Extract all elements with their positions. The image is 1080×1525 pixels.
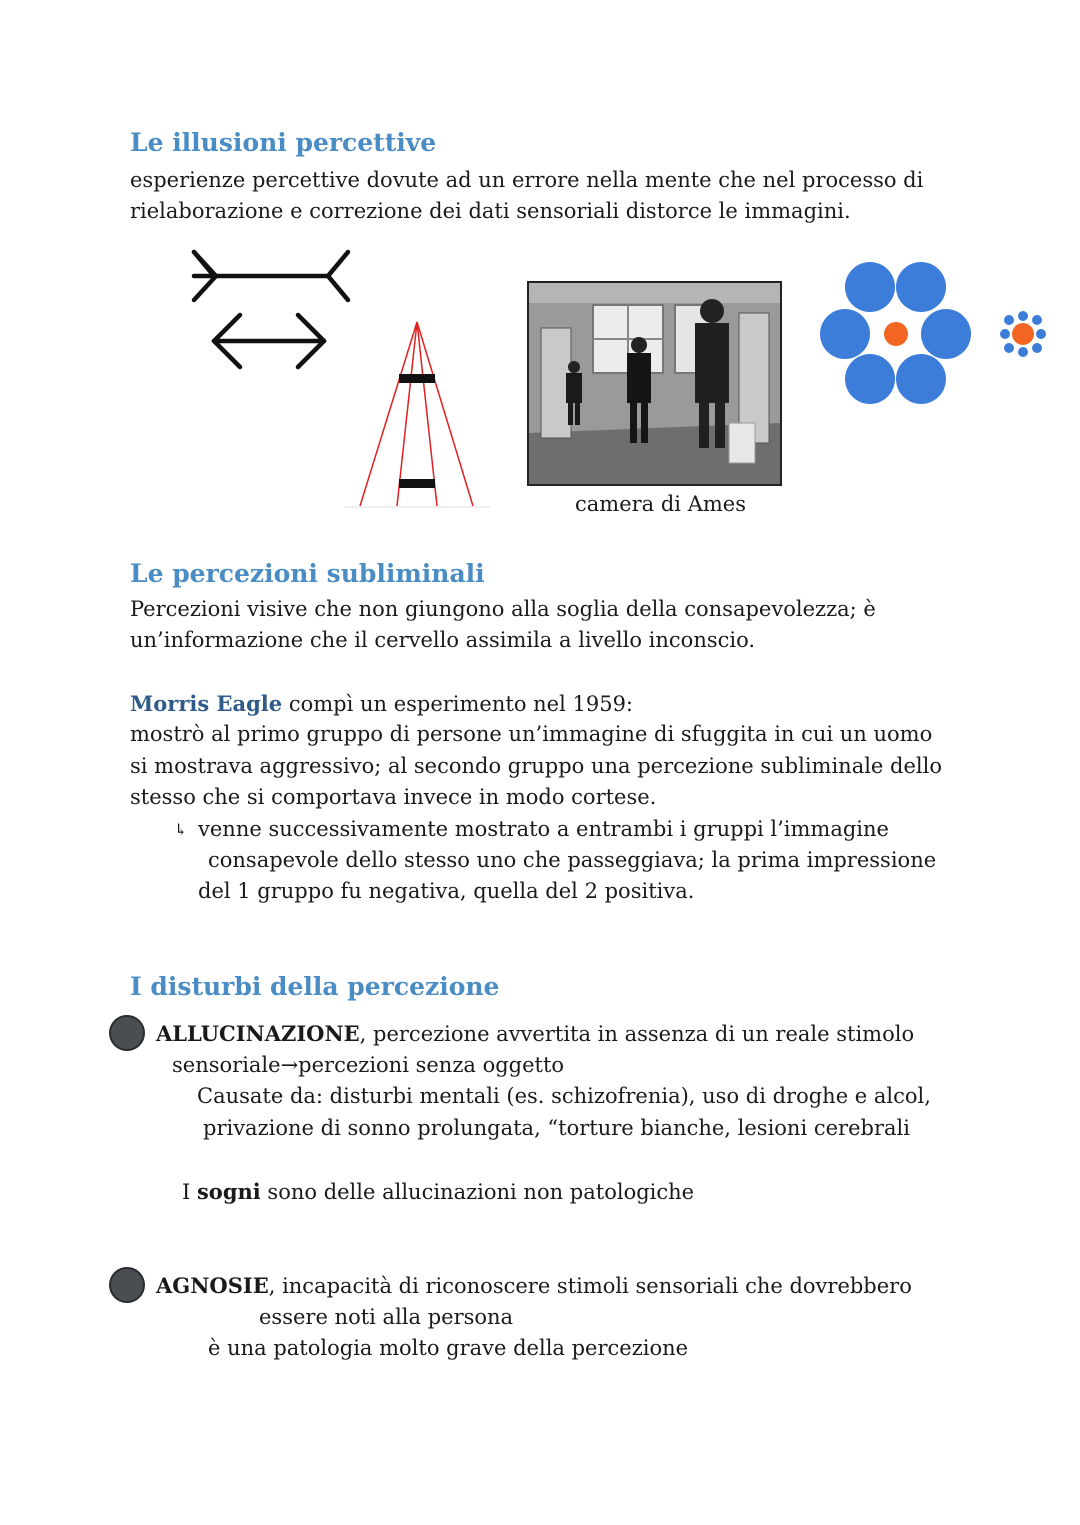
ames-caption: camera di Ames xyxy=(575,492,746,516)
result-line3: del 1 gruppo fu negativa, quella del 2 positiva. xyxy=(198,879,695,903)
hallucination-definition xyxy=(156,1018,914,1050)
section-title-disorders: I disturbi della percezione xyxy=(130,972,500,1001)
illusions-text-line2: rielaborazione e correzione dei dati sensoriali distorce le immagini. xyxy=(130,199,851,223)
subliminal-text-line1: Percezioni visive che non giungono alla soglia della consapevolezza; è xyxy=(130,597,876,621)
bullet-dot-icon xyxy=(109,1015,145,1051)
dreams-pre: I xyxy=(182,1180,197,1204)
section-title-illusions: Le illusioni percettive xyxy=(130,128,437,157)
subliminal-text-line2: un’informazione che il cervello assimila a livello inconscio. xyxy=(130,628,756,652)
agnosia-def-line3: è una patologia molto grave della percezione xyxy=(208,1336,689,1360)
result-line1: venne successivamente mostrato a entrambi i gruppi l’immagine xyxy=(198,817,889,841)
experiment-intro-text: compì un esperimento nel 1959: xyxy=(282,692,634,716)
muller-lyer-illusion-icon xyxy=(180,240,360,380)
hallucination-cause-line1: Causate da: disturbi mentali (es. schizofrenia), uso di droghe e alcol, xyxy=(197,1084,931,1108)
agnosia-def-line2: essere noti alla persona xyxy=(259,1305,514,1329)
agnosia-term: AGNOSIE xyxy=(156,1273,269,1298)
ebbinghaus-illusion-icon xyxy=(815,262,1055,407)
experiment-line3: stesso che si comportava invece in modo cortese. xyxy=(130,785,657,809)
experiment-line1: mostrò al primo gruppo di persone un’immagine di sfuggita in cui un uomo xyxy=(130,722,933,746)
agnosia-def-text: , incapacità di riconoscere stimoli sensoriali che dovrebbero xyxy=(268,1274,912,1298)
dreams-post: sono delle allucinazioni non patologiche xyxy=(260,1180,695,1204)
researcher-name: Morris Eagle xyxy=(130,691,283,716)
arrow-icon: ↳ xyxy=(174,820,188,839)
agnosia-definition xyxy=(156,1270,912,1302)
dreams-term: sogni xyxy=(196,1179,261,1204)
section-title-subliminal: Le percezioni subliminali xyxy=(130,559,485,588)
hallucination-cause-line2: privazione di sonno prolungata, “torture bianche, lesioni cerebrali xyxy=(203,1116,910,1140)
dreams-note xyxy=(182,1176,694,1208)
hallucination-def-text: , percezione avvertita in assenza di un reale stimolo xyxy=(359,1022,915,1046)
hallucination-term: ALLUCINAZIONE xyxy=(156,1021,360,1046)
hallucination-def-line2: sensoriale→percezioni senza oggetto xyxy=(172,1053,565,1077)
ponzo-illusion-icon xyxy=(345,318,490,510)
result-line2: consapevole dello stesso uno che passeggiava; la prima impressione xyxy=(208,848,937,872)
ames-room-illustration xyxy=(529,283,780,484)
bullet-dot-icon xyxy=(109,1267,145,1303)
experiment-intro xyxy=(130,688,633,720)
illusions-text-line1: esperienze percettive dovute ad un errore nella mente che nel processo di xyxy=(130,168,924,192)
ames-room-photo xyxy=(527,281,782,486)
experiment-line2: si mostrava aggressivo; al secondo gruppo una percezione subliminale dello xyxy=(130,754,942,778)
